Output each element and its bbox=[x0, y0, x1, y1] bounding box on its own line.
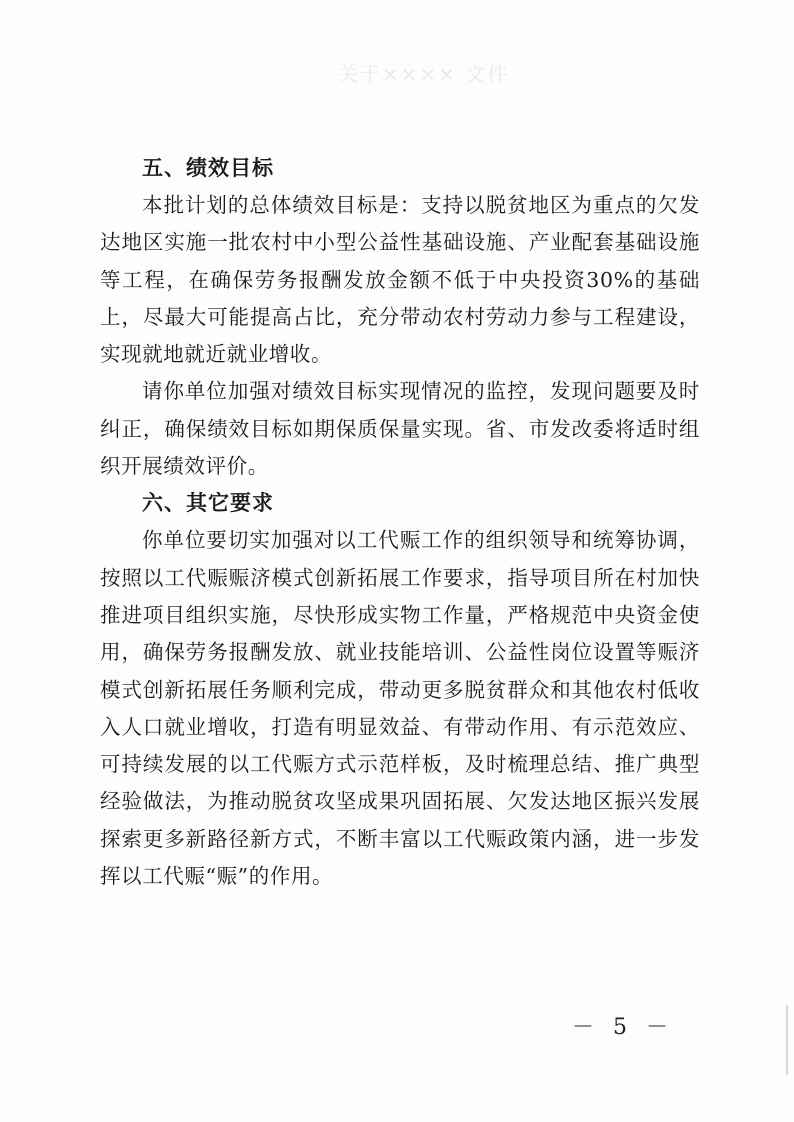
section-heading-other-requirements: 六、其它要求 bbox=[142, 491, 274, 516]
section-heading-performance-goals: 五、绩效目标 bbox=[142, 156, 274, 180]
page-number: － 5 － bbox=[572, 1015, 674, 1040]
bleed-through-text: 关于×××× 文件 bbox=[338, 62, 510, 86]
paragraph: 你单位要切实加强对以工代赈工作的组织领导和统筹协调，按照以工代赈赈济模式创新拓展工作要求，指导项目所在村加快推进项目组织实施，尽快形成实物工作量，严格规范中央资金使用，确保劳务报酬发放、就业技能培训、公益性岗位设置等赈济模式创新拓展任务顺利完成，带动更多脱贫群众和其他农村低收入人口就业增收，打造有明显效益、有带动作用、有示范效应、可持续发展的以工代赈方式示范样板，及时梳理总结、推广典型经验做法，为推动脱贫攻坚成果巩固拓展、欠发达地区振兴发展探索更多新路径新方式，不断丰富以工代赈政策内涵，进一步发挥以工代赈“赈”的作用。 bbox=[100, 528, 700, 889]
paragraph: 请你单位加强对绩效目标实现情况的监控，发现问题要及时纠正，确保绩效目标如期保质保量实现。省、市发改委将适时组织开展绩效评价。 bbox=[100, 379, 700, 479]
document-body bbox=[100, 150, 700, 895]
paragraph: 本批计划的总体绩效目标是：支持以脱贫地区为重点的欠发达地区实施一批农村中小型公益性基础设施、产业配套基础设施等工程，在确保劳务报酬发放金额不低于中央投资30%的基础上，尽最大可能提高占比，充分带动农村劳动力参与工程建设，实现就地就近就业增收。 bbox=[100, 193, 700, 367]
scan-edge-mark bbox=[786, 1005, 788, 1075]
